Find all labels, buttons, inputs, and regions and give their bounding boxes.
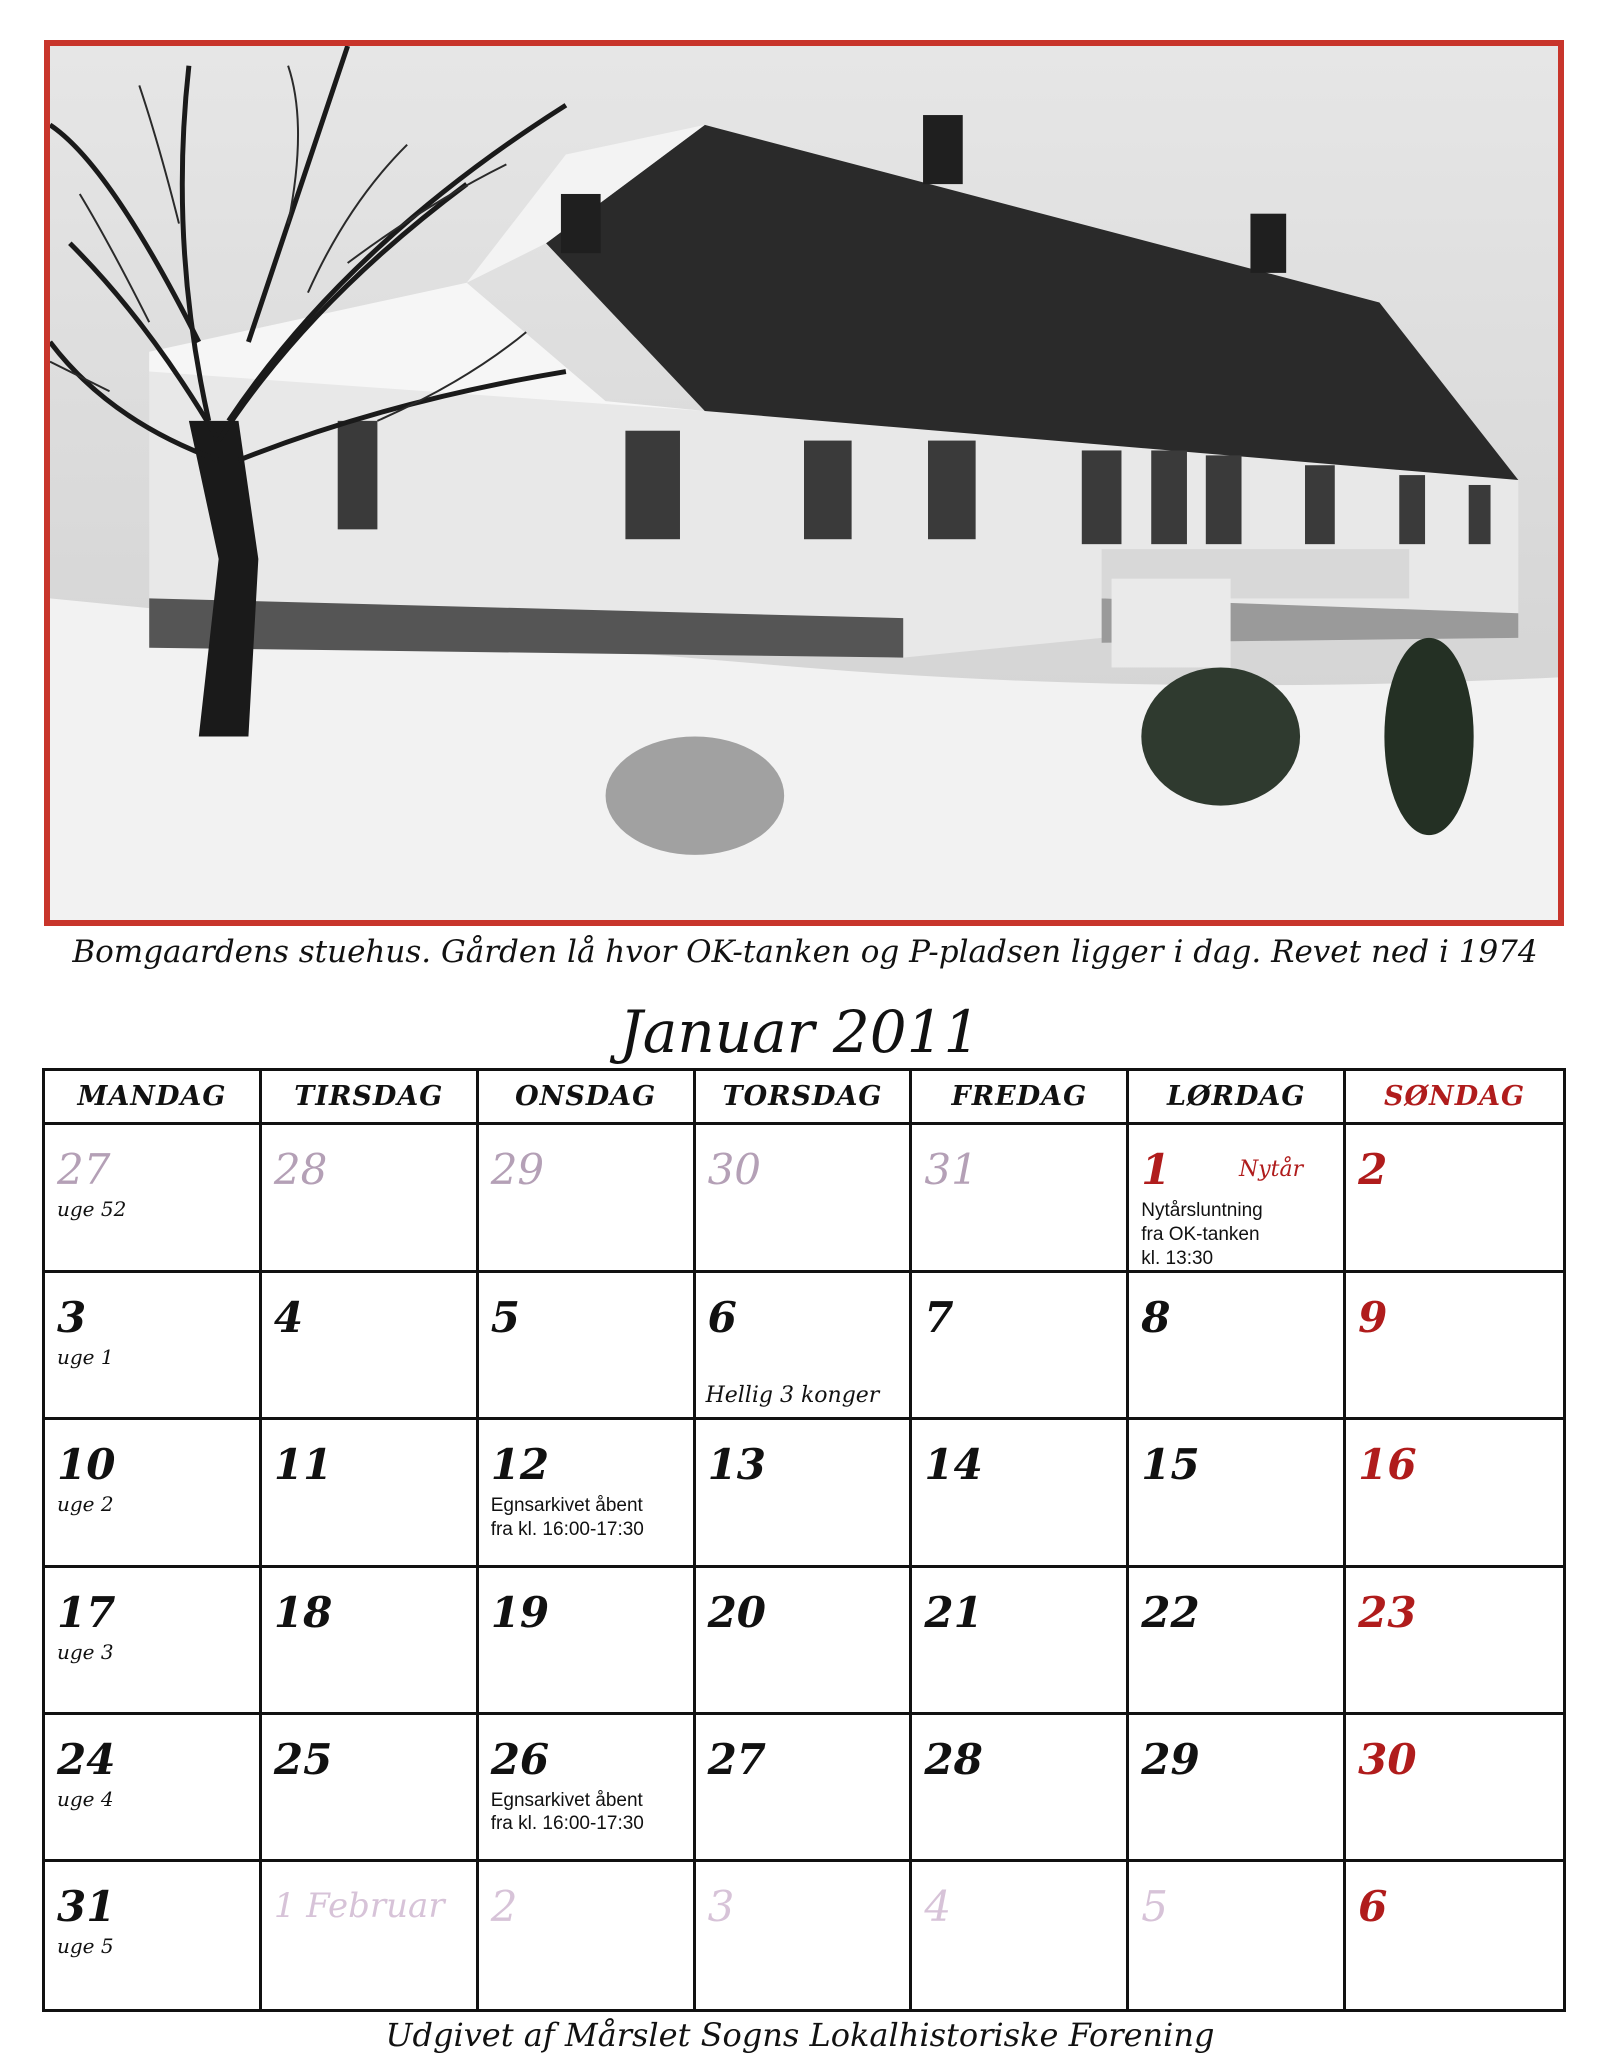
day-number: 2 — [1358, 1145, 1388, 1194]
day-cell — [262, 1125, 479, 1273]
weekday-header-tuesday: TIRSDAG — [262, 1071, 479, 1125]
event-text: Nytårsluntning fra OK-tanken kl. 13:30 — [1141, 1200, 1263, 1269]
day-cell — [1129, 1715, 1346, 1862]
day-number: 8 — [1141, 1293, 1171, 1343]
day-number: 3 — [57, 1293, 87, 1343]
farmhouse-photo-illustration — [50, 46, 1558, 920]
day-cell — [1346, 1125, 1563, 1273]
day-number: 1 — [1141, 1145, 1171, 1194]
day-cell — [1346, 1420, 1563, 1567]
day-number: 9 — [1358, 1293, 1388, 1343]
day-cell — [912, 1125, 1129, 1273]
day-cell — [262, 1862, 479, 2009]
day-number: 18 — [273, 1587, 333, 1637]
weekday-header-sunday: SØNDAG — [1346, 1071, 1563, 1125]
calendar-grid — [42, 1068, 1566, 2012]
day-number: 16 — [1358, 1440, 1417, 1490]
day-number: 30 — [1358, 1734, 1417, 1784]
month-title: Januar 2011 — [619, 998, 981, 1066]
day-number: 2 — [490, 1881, 518, 1931]
photo-caption: Bomgaardens stuehus. Gården lå hvor OK-tanken og P-pladsen ligger i dag. Revet ned i 1974 — [72, 934, 1538, 970]
day-number: 3 — [707, 1881, 735, 1931]
day-cell — [912, 1568, 1129, 1715]
day-number: 28 — [273, 1145, 328, 1194]
day-cell — [1346, 1273, 1563, 1420]
day-cell — [912, 1273, 1129, 1420]
day-number: 4 — [273, 1293, 304, 1343]
publisher-footer: Udgivet af Mårslet Sogns Lokalhistoriske Forening — [385, 2016, 1215, 2054]
weekday-header-saturday: LØRDAG — [1129, 1071, 1346, 1125]
day-number: 29 — [490, 1145, 545, 1194]
week-number: uge 2 — [57, 1492, 114, 1517]
weekday-header-wednesday: ONSDAG — [479, 1071, 696, 1125]
week-number: uge 4 — [57, 1786, 114, 1811]
day-number: 6 — [707, 1293, 737, 1343]
day-number: 21 — [924, 1587, 983, 1637]
day-cell — [1346, 1568, 1563, 1715]
day-cell — [479, 1420, 696, 1567]
day-cell — [912, 1715, 1129, 1862]
day-number: 28 — [924, 1734, 983, 1784]
day-cell — [45, 1273, 262, 1420]
week-number: uge 52 — [57, 1197, 127, 1221]
day-number: 31 — [924, 1145, 978, 1194]
day-number: 17 — [57, 1587, 116, 1637]
day-cell — [45, 1125, 262, 1273]
day-cell — [479, 1273, 696, 1420]
day-cell — [479, 1862, 696, 2009]
event-text: Egnsarkivet åbent fra kl. 16:00-17:30 — [490, 1789, 644, 1835]
day-number: 24 — [57, 1734, 116, 1784]
day-cell — [912, 1862, 1129, 2009]
day-cell — [1129, 1125, 1346, 1273]
day-number: 27 — [57, 1145, 111, 1194]
day-number: 5 — [490, 1293, 520, 1343]
holiday-note: Hellig 3 konger — [705, 1383, 880, 1409]
day-cell — [696, 1125, 913, 1273]
day-number: 1 Februar — [273, 1885, 445, 1926]
day-cell — [45, 1568, 262, 1715]
day-cell — [696, 1715, 913, 1862]
day-cell — [262, 1273, 479, 1420]
day-cell — [1129, 1420, 1346, 1567]
day-cell — [1129, 1862, 1346, 2009]
day-number: 12 — [490, 1440, 550, 1490]
day-cell — [1346, 1715, 1563, 1862]
event-text: Egnsarkivet åbent fra kl. 16:00-17:30 — [490, 1495, 644, 1541]
day-number: 25 — [273, 1734, 333, 1784]
day-number: 30 — [707, 1145, 762, 1194]
day-cell — [45, 1862, 262, 2009]
weekday-header-monday: MANDAG — [45, 1071, 262, 1125]
day-number: 22 — [1141, 1587, 1200, 1637]
week-number: uge 5 — [57, 1933, 114, 1958]
day-number: 7 — [924, 1293, 954, 1343]
day-cell — [479, 1715, 696, 1862]
day-number: 5 — [1141, 1881, 1169, 1931]
day-cell — [479, 1568, 696, 1715]
day-number: 23 — [1358, 1587, 1417, 1637]
day-cell — [696, 1420, 913, 1567]
day-number: 19 — [490, 1587, 550, 1637]
day-number: 20 — [707, 1587, 767, 1637]
day-cell — [45, 1715, 262, 1862]
holiday-label: Nytår — [1238, 1157, 1304, 1182]
day-number: 15 — [1141, 1440, 1200, 1490]
day-cell — [1129, 1273, 1346, 1420]
day-number: 13 — [707, 1440, 767, 1490]
day-number: 6 — [1358, 1881, 1388, 1931]
day-cell — [696, 1568, 913, 1715]
week-number: uge 1 — [57, 1345, 114, 1370]
day-cell — [262, 1420, 479, 1567]
day-cell — [1346, 1862, 1563, 2009]
day-number: 4 — [924, 1881, 952, 1931]
week-number: uge 3 — [57, 1639, 114, 1664]
day-cell — [696, 1862, 913, 2009]
day-number: 29 — [1141, 1734, 1200, 1784]
farmhouse-photo — [44, 40, 1564, 926]
day-number: 26 — [490, 1734, 550, 1784]
weekday-header-friday: FREDAG — [912, 1071, 1129, 1125]
day-cell — [912, 1420, 1129, 1567]
day-number: 14 — [924, 1440, 983, 1490]
day-cell — [1129, 1568, 1346, 1715]
day-cell — [262, 1715, 479, 1862]
day-cell — [45, 1420, 262, 1567]
day-cell — [262, 1568, 479, 1715]
weekday-header-thursday: TORSDAG — [696, 1071, 913, 1125]
day-cell — [696, 1273, 913, 1420]
day-number: 31 — [57, 1881, 116, 1931]
day-number: 27 — [707, 1734, 767, 1784]
day-number: 11 — [273, 1440, 333, 1490]
day-cell — [479, 1125, 696, 1273]
day-number: 10 — [57, 1440, 116, 1490]
